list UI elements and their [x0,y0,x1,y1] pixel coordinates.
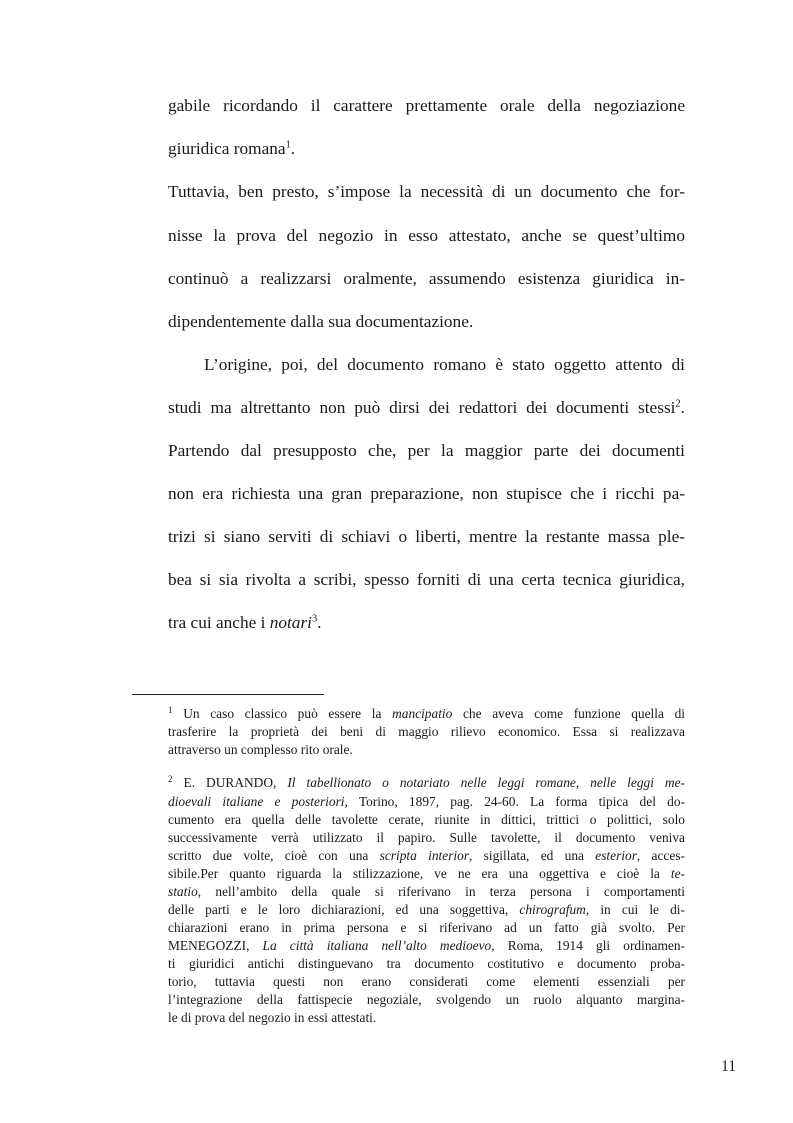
footnote-line: trasferire la proprietà dei beni di maggio rilievo economico. Essa si realizzava [168,724,685,739]
body-line: nisse la prova del negozio in esso attestato, anche se quest’ultimo [168,226,685,245]
body-text-span: . [317,613,322,632]
footnote-line [168,794,685,810]
footnote-line: torio, tuttavia questi non erano considerati come elementi essenziali per [168,974,685,989]
italic-term: Il tabellionato o notariato nelle leggi romane, nelle leggi me- [287,775,685,790]
body-line: Tuttavia, ben presto, s’impose la necessità di un documento che for- [168,182,685,201]
footnote-marker: 2 [168,774,173,784]
body-text-span: studi ma altrettanto non può dirsi dei redattori dei documenti stessi [168,398,676,417]
footnote-text: in cui le di- [589,902,685,917]
page-number: 11 [721,1058,736,1075]
footnote-text: E. DURANDO, [172,775,288,790]
footnote-line: le di prova del negozio in essi attestati. [168,1010,377,1025]
footnote-line [168,884,685,900]
italic-term: chirografum, [519,902,590,917]
italic-term: La città italiana nell’alto medioevo, [262,938,495,953]
body-line: Partendo dal presupposto che, per la maggior parte dei documenti [168,441,685,460]
footnote-separator [132,694,324,695]
italic-term: statio [168,884,198,899]
footnote-line: chiarazioni erano in prima persona e si riferivano ad un fatto già svolto. Per [168,920,685,935]
footnote-text: , acces- [636,848,685,863]
italic-term: dioevali italiane e posteriori, [168,794,348,809]
body-line: bea si sia rivolta a scribi, spesso forniti di una certa tecnica giuridica, [168,570,685,589]
footnote-text: , sigillata, ed una [469,848,596,863]
footnote-line: cumento era quella delle tavolette cerate, riunite in dittici, trittici o polittici, solo [168,812,685,827]
footnote-line [168,938,685,954]
footnote-line [168,775,685,791]
body-line [168,139,685,159]
italic-term: mancipatio [392,706,453,721]
footnote-ref: 2 [675,398,681,410]
italic-term: te- [670,866,685,881]
footnote-ref: 1 [285,139,291,151]
footnote-text: scritto due volte, cioè con una [168,848,380,863]
body-line: gabile ricordando il carattere prettamente orale della negoziazione [168,96,685,115]
footnote-text: sibile.Per quanto riguarda la stilizzazione, ve ne era una oggettiva e cioè la [168,866,671,881]
footnote-line [168,706,685,722]
italic-term: notari [269,613,312,632]
footnote-text: Torino, 1897, pag. 24-60. La forma tipica del do- [347,794,685,809]
body-text-span: giuridica romana [168,139,286,158]
footnote-marker: 1 [168,705,173,715]
body-line: dipendentemente dalla sua documentazione. [168,312,474,331]
italic-term: esterior [595,848,637,863]
body-line [168,398,685,418]
footnote-text: Un caso classico può essere la [172,706,393,721]
footnote-text: delle parti e le loro dichiarazioni, ed una soggettiva, [168,902,520,917]
footnote-line [168,848,685,864]
body-text-span: . [290,139,296,158]
body-line: continuò a realizzarsi oralmente, assumendo esistenza giuridica in- [168,269,685,288]
footnote-line: attraverso un complesso rito orale. [168,742,353,757]
body-text-span: tra cui anche i [168,613,270,632]
body-line: trizi si siano serviti di schiavi o liberti, mentre la restante massa ple- [168,527,685,546]
footnote-line: l’integrazione della fattispecie negoziale, svolgendo un ruolo alquanto margina- [168,992,685,1007]
body-line: non era richiesta una gran preparazione, non stupisce che i ricchi pa- [168,484,685,503]
body-text-span: . [680,398,685,417]
footnote-line [168,866,685,882]
footnote-line [168,902,685,918]
body-line [168,613,685,633]
italic-term: scripta interior [379,848,470,863]
footnote-ref: 3 [311,613,318,625]
footnote-text: che aveva come funzione quella di [452,706,685,721]
footnote-text: MENEGOZZI, [168,938,263,953]
body-line: L’origine, poi, del documento romano è stato oggetto attento di [204,355,685,374]
footnote-text: Roma, 1914 gli ordinamen- [494,938,685,953]
footnote-text: , nell’ambito della quale si riferivano in terza persona i comportamenti [197,884,685,899]
footnote-line: ti giuridici antichi distinguevano tra documento costitutivo e documento proba- [168,956,685,971]
footnote-line: successivamente verrà utilizzato il papiro. Sulle tavolette, il documento veniva [168,830,685,845]
